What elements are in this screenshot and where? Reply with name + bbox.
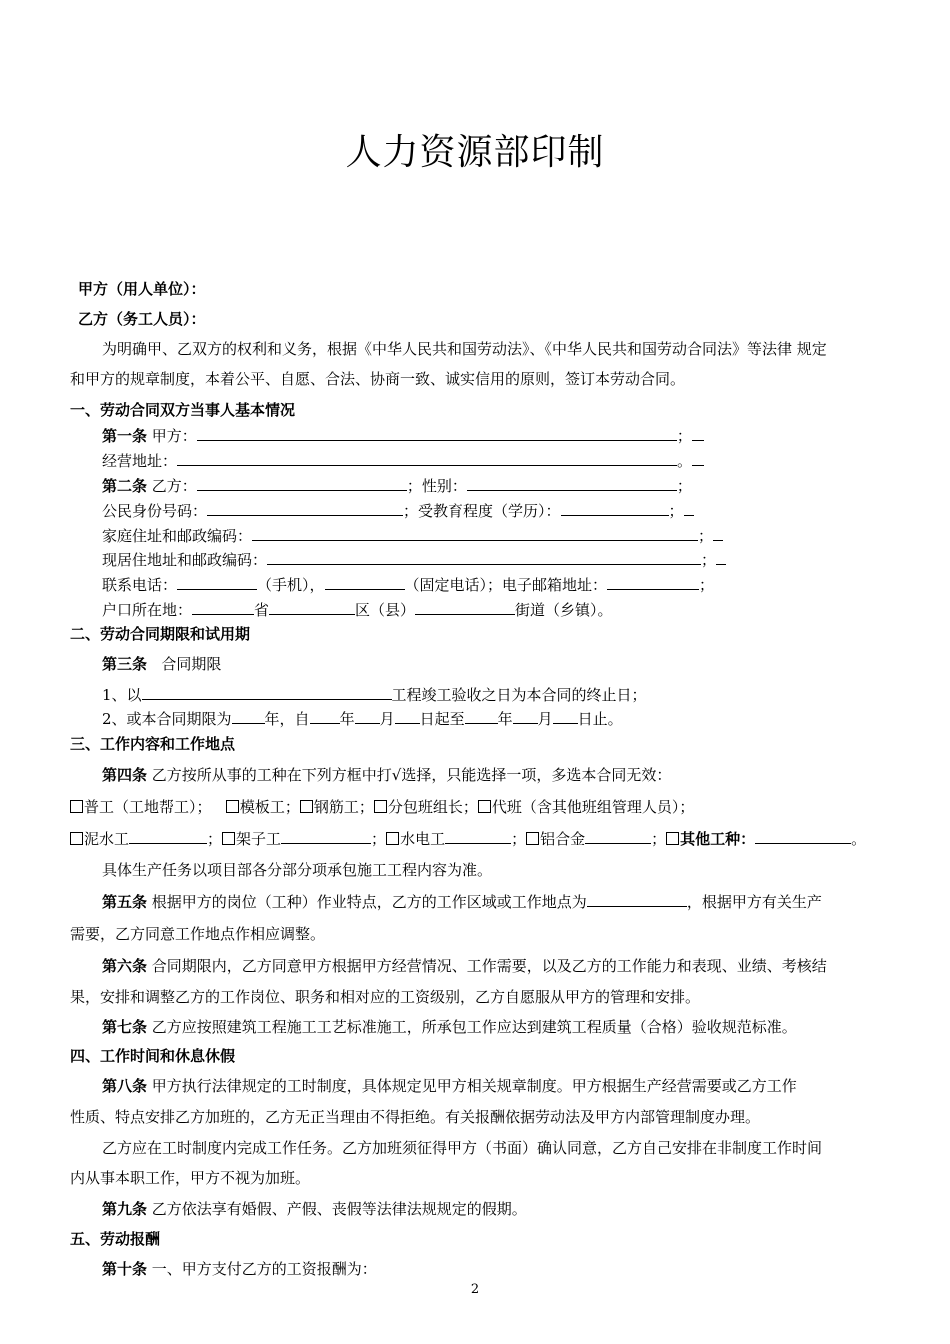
intro-paragraph-line-2: 和甲方的规章制度，本着公平、自愿、合法、协商一致、诚实信用的原则，签订本劳动合同。	[70, 370, 686, 388]
end-month-blank[interactable]	[513, 709, 538, 724]
checkbox[interactable]	[300, 800, 313, 813]
article-8-text: 甲方执行法律规定的工时制度，具体规定见甲方相关规章制度。甲方根据生产经营需要或乙方工作	[151, 1077, 797, 1095]
blank-tail	[692, 426, 704, 441]
semicolon: ；	[676, 427, 692, 445]
checkbox[interactable]	[374, 800, 387, 813]
article-10-text: 一、甲方支付乙方的工资报酬为：	[151, 1260, 377, 1278]
job-options-row-1	[70, 797, 694, 817]
article-9-text: 乙方依法享有婚假、产假、丧假等法律法规规定的假期。	[151, 1200, 527, 1218]
semicolon: ；	[699, 576, 715, 594]
day-to-label: 日起至	[419, 710, 465, 728]
checkbox[interactable]	[70, 800, 83, 813]
overtime-line-2: 内从事本职工作，甲方不视为加班。	[70, 1169, 311, 1187]
mobile-blank[interactable]	[177, 575, 257, 590]
article-label: 第八条	[102, 1077, 148, 1095]
job-aluminum: 铝合金	[540, 830, 586, 848]
contract-term-label: 合同期限	[161, 655, 222, 673]
gender-blank[interactable]	[467, 476, 677, 491]
article-5-line-1	[102, 892, 822, 912]
party-a-field-label: 甲方：	[151, 427, 197, 445]
hukou-line	[102, 600, 613, 620]
section-4-heading: 四、工作时间和休息休假	[70, 1047, 236, 1065]
start-month-blank[interactable]	[355, 709, 380, 724]
home-address-blank[interactable]	[252, 526, 698, 541]
term-option-2	[102, 709, 623, 729]
section-2-heading: 二、劳动合同期限和试用期	[70, 625, 251, 643]
id-number-blank[interactable]	[207, 501, 403, 516]
home-address-label: 家庭住址和邮政编码：	[102, 527, 253, 545]
article-label: 第十条	[102, 1260, 148, 1278]
year-label: 年，自	[264, 710, 310, 728]
end-year-blank[interactable]	[465, 709, 498, 724]
district-label: 区（县）	[355, 601, 416, 619]
work-location-blank[interactable]	[587, 892, 687, 907]
job-subcontract-leader: 分包班组长；	[387, 798, 478, 816]
education-label: ；受教育程度（学历）：	[403, 502, 561, 520]
home-address-line	[102, 526, 723, 546]
phone-label: 联系电话：	[102, 576, 178, 594]
article-5-text-cont: ，根据甲方有关生产	[686, 893, 822, 911]
checkbox[interactable]	[222, 832, 235, 845]
job-plumbing-electrical: 水电工	[400, 830, 446, 848]
blank-tail	[692, 451, 704, 466]
province-blank[interactable]	[192, 600, 254, 615]
article-6-line-2: 果，安排和调整乙方的工作岗位、职务和相对应的工资级别，乙方自愿服从甲方的管理和安排。	[70, 988, 701, 1006]
section-1-heading: 一、劳动合同双方当事人基本情况	[70, 401, 296, 419]
other-job-blank[interactable]	[755, 829, 851, 844]
period: 。	[677, 452, 693, 470]
plumbing-blank[interactable]	[445, 829, 511, 844]
article-1-line	[102, 426, 704, 446]
landline-email-label: （固定电话）；电子邮箱地址：	[404, 576, 608, 594]
section-3-heading: 三、工作内容和工作地点	[70, 735, 236, 753]
article-5-line-2: 需要，乙方同意工作地点作相应调整。	[70, 925, 326, 943]
province-label: 省	[254, 601, 270, 619]
term-option-2-prefix: 2、或本合同期限为	[102, 710, 232, 728]
email-blank[interactable]	[607, 575, 699, 590]
party-b-name-blank[interactable]	[197, 476, 407, 491]
years-blank[interactable]	[232, 709, 265, 724]
article-label: 第一条	[102, 427, 148, 445]
business-address-blank[interactable]	[177, 451, 677, 466]
party-b-label: 乙方（务工人员）：	[78, 310, 206, 328]
semicolon: ；	[676, 477, 692, 495]
article-label: 第三条	[102, 655, 148, 673]
current-address-line	[102, 550, 726, 570]
hukou-label: 户口所在地：	[102, 601, 193, 619]
landline-blank[interactable]	[325, 575, 405, 590]
semicolon: ；	[698, 527, 714, 545]
blank-tail	[684, 501, 694, 516]
district-blank[interactable]	[269, 600, 355, 615]
term-option-1-suffix: 工程竣工验收之日为本合同的终止日；	[391, 686, 647, 704]
term-option-1-prefix: 1、以	[102, 686, 142, 704]
article-8-line-1	[102, 1076, 797, 1096]
job-formwork: 模板工；	[239, 798, 300, 816]
article-5-text: 根据甲方的岗位（工种）作业特点，乙方的工作区域或工作地点为	[151, 893, 587, 911]
article-10-line	[102, 1259, 377, 1279]
current-address-blank[interactable]	[267, 550, 701, 565]
article-7-line	[102, 1017, 797, 1037]
job-general-labor: 普工（工地帮工）；	[84, 798, 212, 816]
job-other: 其他工种：	[680, 830, 756, 848]
job-scaffolding: 架子工	[236, 830, 282, 848]
term-option-1	[102, 685, 647, 705]
article-label: 第四条	[102, 766, 148, 784]
start-day-blank[interactable]	[395, 709, 420, 724]
article-label: 第五条	[102, 893, 148, 911]
business-address-label: 经营地址：	[102, 452, 178, 470]
job-options-row-2: 泥水工 ； 架子工 ； 水电工 ； 铝合金 ； 其他工种： 。	[70, 829, 866, 849]
article-6-line-1	[102, 956, 827, 976]
month-label: 月	[379, 710, 395, 728]
article-label: 第九条	[102, 1200, 148, 1218]
article-4-text: 乙方按所从事的工种在下列方框中打√选择，只能选择一项，多选本合同无效：	[151, 766, 672, 784]
gender-label: ；性别：	[406, 477, 467, 495]
party-a-blank[interactable]	[197, 426, 677, 441]
article-label: 第二条	[102, 477, 148, 495]
semicolon: ；	[701, 551, 717, 569]
semicolon: ；	[668, 502, 684, 520]
checkbox[interactable]	[386, 832, 399, 845]
overtime-line-1: 乙方应在工时制度内完成工作任务。乙方加班须征得甲方（书面）确认同意，乙方自己安排在非制度工作时间	[102, 1139, 823, 1157]
year-label: 年	[497, 710, 513, 728]
aluminum-blank[interactable]	[585, 829, 651, 844]
checkbox[interactable]	[666, 832, 679, 845]
article-7-text: 乙方应按照建筑工程施工工艺标准施工，所承包工作应达到建筑工程质量（合格）验收规范标准。	[151, 1018, 797, 1036]
job-shift-lead: 代班（含其他班组管理人员）；	[491, 798, 695, 816]
id-education-line	[102, 501, 694, 521]
street-label: 街道（乡镇）。	[515, 601, 613, 619]
month-label: 月	[537, 710, 553, 728]
education-blank[interactable]	[561, 501, 669, 516]
article-label: 第七条	[102, 1018, 148, 1036]
article-9-line	[102, 1199, 527, 1219]
task-note: 具体生产任务以项目部各分部分项承包施工工程内容为准。	[102, 861, 493, 879]
article-label: 第六条	[102, 957, 148, 975]
scaffolding-blank[interactable]	[281, 829, 371, 844]
job-masonry: 泥水工	[84, 830, 130, 848]
page-number: 2	[470, 1282, 480, 1297]
job-rebar: 钢筋工；	[313, 798, 374, 816]
contact-line	[102, 575, 714, 595]
section-5-heading: 五、劳动报酬	[70, 1230, 161, 1248]
party-a-label: 甲方（用人单位）：	[78, 280, 206, 298]
blank-tail	[713, 526, 723, 541]
mobile-label: （手机），	[257, 576, 325, 594]
street-blank[interactable]	[415, 600, 515, 615]
article-6-text: 合同期限内，乙方同意甲方根据甲方经营情况、工作需要，以及乙方的工作能力和表现、业绩、考核结	[151, 957, 827, 975]
article-4-line	[102, 765, 671, 785]
article-8-line-2: 性质、特点安排乙方加班的，乙方无正当理由不得拒绝。有关报酬依据劳动法及甲方内部管理制度办理。	[70, 1108, 761, 1126]
blank-tail	[716, 550, 726, 565]
year-label: 年	[339, 710, 355, 728]
checkbox[interactable]	[478, 800, 491, 813]
business-address-line	[102, 451, 704, 471]
article-3-line	[102, 654, 221, 674]
intro-paragraph-line-1: 为明确甲、乙双方的权利和义务，根据《中华人民共和国劳动法》、《中华人民共和国劳动合同法》等法律 规定	[102, 340, 827, 358]
checkbox[interactable]	[526, 832, 539, 845]
article-2-line	[102, 476, 692, 496]
project-name-blank[interactable]	[142, 685, 392, 700]
masonry-blank[interactable]	[129, 829, 207, 844]
end-day-blank[interactable]	[553, 709, 578, 724]
start-year-blank[interactable]	[310, 709, 340, 724]
day-end-label: 日止。	[577, 710, 623, 728]
checkbox[interactable]	[226, 800, 239, 813]
id-number-label: 公民身份号码：	[102, 502, 208, 520]
checkbox[interactable]	[70, 832, 83, 845]
document-title: 人力资源部印制	[345, 132, 605, 173]
party-b-field-label: 乙方：	[151, 477, 197, 495]
current-address-label: 现居住地址和邮政编码：	[102, 551, 268, 569]
